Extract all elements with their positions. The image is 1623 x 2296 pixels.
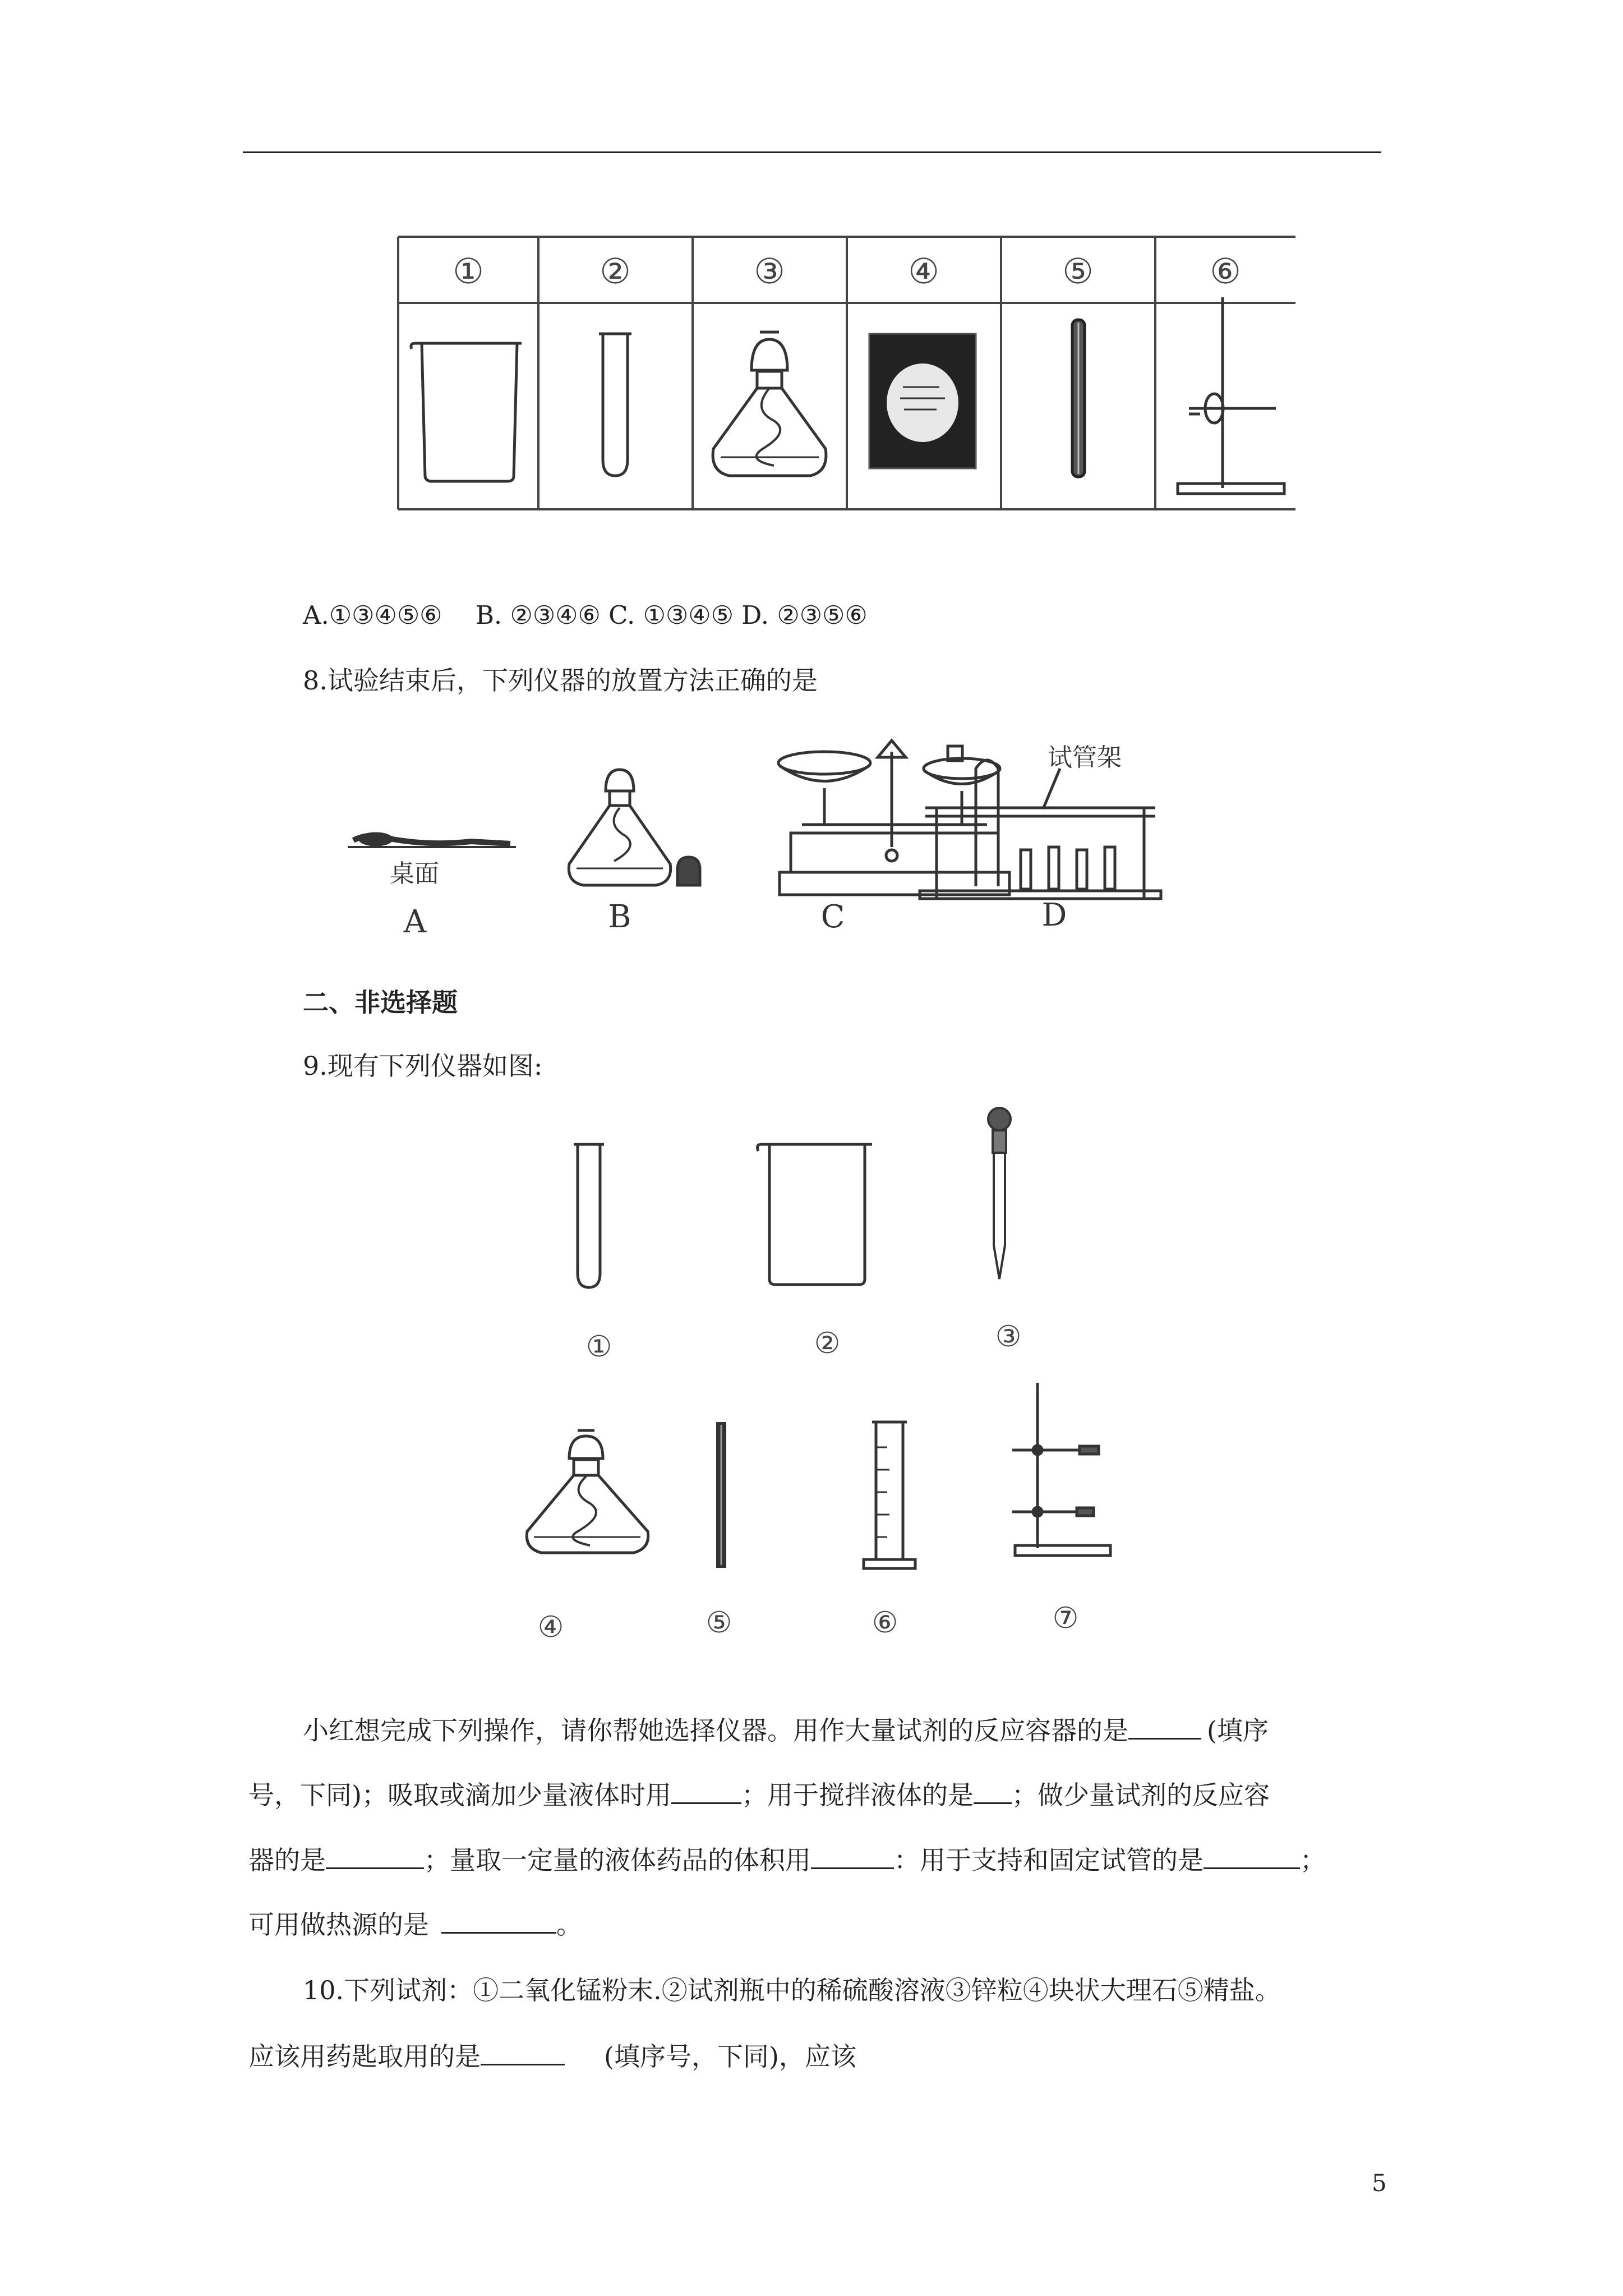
glass-rod-icon [716, 1422, 726, 1568]
header-rule [243, 151, 1381, 153]
answer-blank[interactable] [1204, 1842, 1300, 1869]
q10-text: 应该用药匙取用的是 [248, 2041, 481, 2072]
instrument-number-1: ① [585, 1330, 612, 1364]
glass-rod-icon [1072, 320, 1085, 477]
answer-blank[interactable] [326, 1842, 424, 1869]
answer-blank[interactable] [1128, 1712, 1201, 1740]
q9-text: 可用做热源的是 [248, 1910, 429, 1940]
answer-blank[interactable] [481, 2038, 565, 2065]
dropper-icon [988, 1108, 1011, 1279]
q9-line-4 [248, 1906, 582, 1941]
table-number-4: ④ [908, 251, 939, 292]
uncapped-lamp-icon [569, 770, 700, 885]
beaker-icon [411, 343, 522, 481]
answer-blank[interactable] [441, 1906, 556, 1934]
alcohol-lamp-icon [713, 332, 826, 476]
pipette-on-desk-icon [348, 832, 516, 847]
desk-caption: 桌面 [390, 859, 439, 888]
instrument-number-2: ② [814, 1327, 841, 1360]
q10-line-1: 10.下列试剂：①二氧化锰粉末.②试剂瓶中的稀硫酸溶液③锌粒④块状大理石⑤精盐。 [303, 1975, 1281, 2005]
q9-text: (填序 [1207, 1715, 1269, 1746]
instrument-number-6: ⑥ [872, 1606, 898, 1640]
table-number-6: ⑥ [1210, 251, 1241, 292]
q8-label-b: B [608, 899, 631, 935]
table-number-1: ① [453, 251, 484, 292]
q9-text: 。 [556, 1910, 582, 1940]
q9-line-1 [303, 1712, 1269, 1747]
page-number: 5 [1372, 2169, 1387, 2197]
q9-line-2 [248, 1777, 1270, 1812]
q7-instrument-table [393, 224, 1312, 527]
q7-options: A.①③④⑤⑥ B. ②③④⑥ C. ①③④⑤ D. ②③⑤⑥ [303, 600, 868, 630]
instrument-number-3: ③ [995, 1320, 1022, 1354]
alcohol-lamp-icon [527, 1430, 648, 1553]
q8-question: 8.试验结束后，下列仪器的放置方法正确的是 [303, 665, 818, 696]
q9-question: 9.现有下列仪器如图: [303, 1051, 543, 1081]
answer-blank[interactable] [811, 1842, 894, 1869]
beaker-icon [758, 1144, 872, 1285]
iron-stand-icon [1178, 297, 1284, 494]
q9-instruments-figure [460, 1099, 1150, 1649]
answer-blank[interactable] [974, 1777, 1012, 1804]
test-tube-rack-icon [920, 760, 1161, 899]
test-tube-icon [599, 334, 631, 476]
test-tube-icon [574, 1144, 604, 1287]
q9-text: ；做少量试剂的反应容 [1011, 1780, 1270, 1810]
q9-text: ；用于搅拌液体的是 [741, 1780, 974, 1810]
q10-text: (填序号，下同)，应该 [604, 2041, 856, 2072]
q9-text: ：用于支持和固定试管的是 [894, 1845, 1204, 1875]
q9-text: ；量取一定量的液体药品的体积用 [424, 1845, 811, 1875]
q9-text: 小红想完成下列操作，请你帮她选择仪器。用作大量试剂的反应容器的是 [303, 1715, 1128, 1746]
q8-label-c: C [820, 899, 845, 935]
graduated-cylinder-icon [864, 1422, 915, 1568]
wire-gauze-icon [869, 334, 976, 468]
instrument-number-7: ⑦ [1052, 1602, 1079, 1635]
section-heading: 二、非选择题 [303, 987, 458, 1018]
q8-label-d: D [1041, 897, 1067, 933]
q8-label-a: A [403, 904, 427, 940]
instrument-number-4: ④ [537, 1611, 564, 1644]
table-number-3: ③ [754, 251, 785, 292]
table-number-2: ② [600, 251, 631, 292]
table-number-5: ⑤ [1062, 251, 1094, 292]
q10-line-2 [248, 2038, 856, 2073]
q9-text: ； [1300, 1845, 1326, 1875]
q9-text: 器的是 [248, 1845, 326, 1875]
instrument-number-5: ⑤ [706, 1606, 732, 1640]
iron-stand-icon [1012, 1383, 1110, 1556]
q9-text: 号，下同)；吸取或滴加少量液体时用 [248, 1780, 671, 1810]
answer-blank[interactable] [671, 1777, 741, 1804]
rack-caption: 试管架 [1048, 743, 1122, 772]
q9-line-3 [248, 1842, 1326, 1877]
q8-figure [336, 735, 1161, 948]
